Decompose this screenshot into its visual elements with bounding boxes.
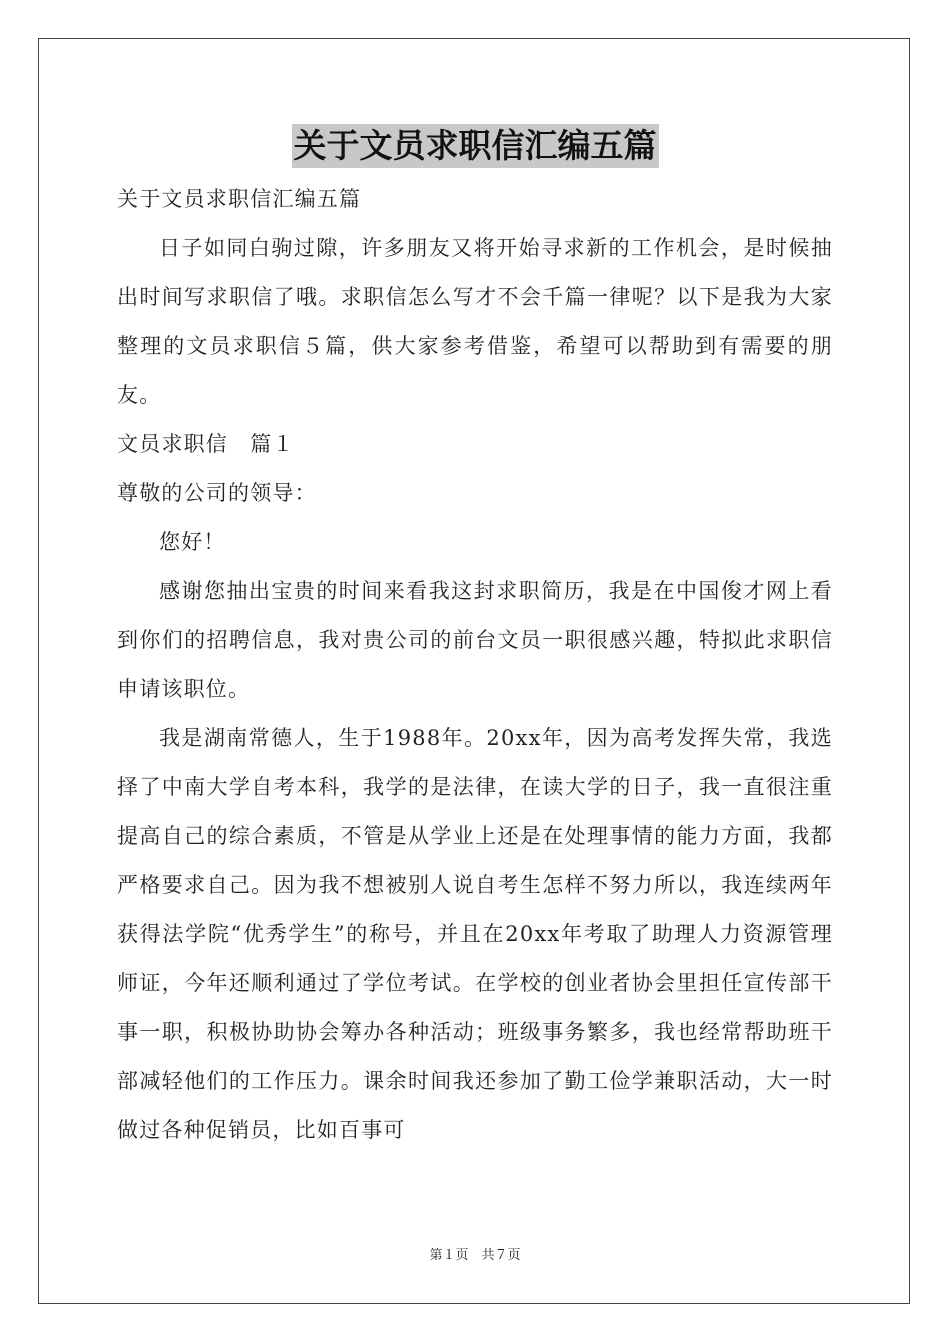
document-body (117, 175, 833, 1155)
paragraph: 日子如同白驹过隙，许多朋友又将开始寻求新的工作机会，是时候抽出时间写求职信了哦。求职信怎么写才不会千篇一律呢？以下是我为大家整理的文员求职信５篇，供大家参考借鉴，希望可以帮助到有需要的朋友。 (117, 236, 833, 407)
paragraph: 感谢您抽出宝贵的时间来看我这封求职简历，我是在中国俊才网上看到你们的招聘信息，我对贵公司的前台文员一职很感兴趣，特拟此求职信申请该职位。 (117, 579, 833, 701)
paragraph: 我是湖南常德人，生于1988年。20xx年，因为高考发挥失常，我选择了中南大学自考本科，我学的是法律，在读大学的日子，我一直很注重提高自己的综合素质，不管是从学业上还是在处理事情的能力方面，我都严格要求自己。因为我不想被别人说自考生怎样不努力所以，我连续两年获得法学院“优秀学生”的称号，并且在20xx年考取了助理人力资源管理师证，今年还顺利通过了学位考试。在学校的创业者协会里担任宣传部干事一职，积极协助协会筹办各种活动；班级事务繁多，我也经常帮助班干部减轻他们的工作压力。课余时间我还参加了勤工俭学兼职活动，大一时做过各种促销员，比如百事可 (117, 726, 833, 1142)
paragraph: 您好！ (159, 530, 226, 554)
paragraph: 关于文员求职信汇编五篇 (117, 187, 362, 211)
page-footer: 第１页 共７页 (429, 1248, 521, 1263)
document-title: 关于文员求职信汇编五篇 (292, 124, 659, 168)
paragraph: 尊敬的公司的领导： (117, 481, 317, 505)
paragraph: 文员求职信 篇１ (117, 432, 295, 456)
title-container (0, 124, 950, 168)
